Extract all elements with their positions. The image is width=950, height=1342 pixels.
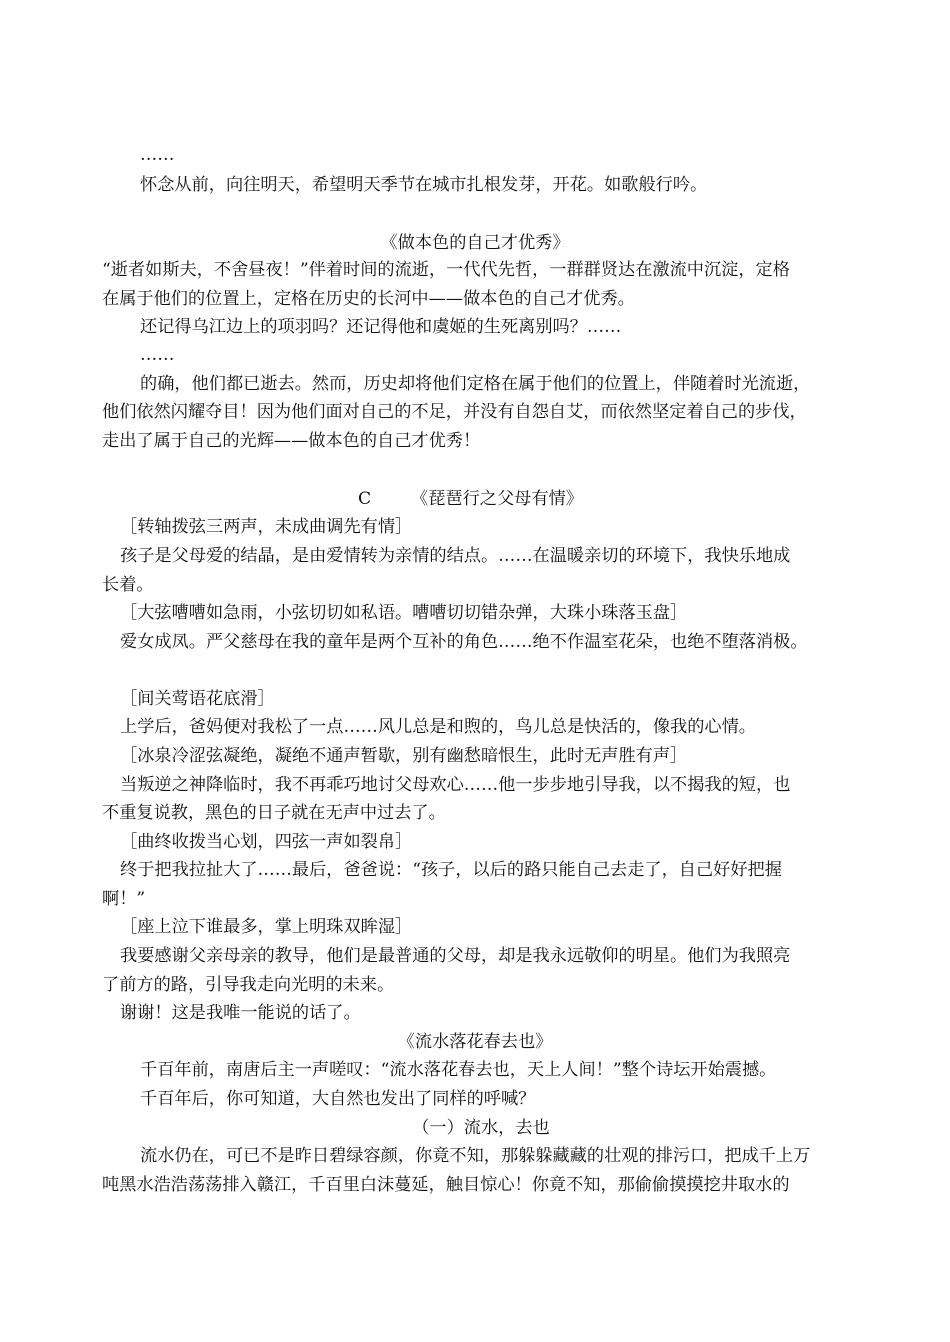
text-line: 我要感谢父亲母亲的教导，他们是最普通的父母，却是我永远敬仰的明星。他们为我照亮	[120, 946, 791, 966]
verse-line: ［曲终收拨当心划，四弦一声如裂帛］	[120, 832, 413, 852]
ellipsis-line: ……	[140, 145, 175, 165]
text-line: 当叛逆之神降临时，我不再乖巧地讨父母欢心……他一步步地引导我，以不揭我的短，也	[120, 775, 791, 795]
text-line: 终于把我拉扯大了……最后，爸爸说：“孩子，以后的路只能自己去走了，自己好好把握	[120, 860, 782, 880]
text-line: 了前方的路，引导我走向光明的未来。	[102, 975, 395, 995]
essay-title: 《流水落花春去也》	[397, 1032, 553, 1052]
text-line: 走出了属于自己的光辉——做本色的自己才优秀！	[102, 431, 481, 451]
text-line: 还记得乌江边上的项羽吗？还记得他和虞姬的生死离别吗？……	[140, 317, 622, 337]
text-line: 在属于他们的位置上，定格在历史的长河中——做本色的自己才优秀。	[102, 289, 635, 309]
subsection-heading: （一）流水，去也	[412, 1118, 550, 1138]
verse-line: ［间关莺语花底滑］	[120, 689, 275, 709]
text-line: 爱女成凤。严父慈母在我的童年是两个互补的角色……绝不作温室花朵，也绝不堕落消极。	[120, 632, 808, 652]
text-line: 的确，他们都已逝去。然而，历史却将他们定格在属于他们的位置上，伴随着时光流逝，	[140, 374, 811, 394]
text-line: 他们依然闪耀夺目！因为他们面对自己的不足，并没有自怨自艾，而依然坚定着自己的步伐，	[102, 402, 807, 422]
verse-line: ［冰泉冷涩弦凝绝，凝绝不通声暂歇，别有幽愁暗恨生，此时无声胜有声］	[120, 746, 688, 766]
essay-title: 《做本色的自己才优秀》	[380, 233, 570, 253]
text-line: 吨黑水浩浩荡荡排入赣江，千百里白沫蔓延，触目惊心！你竟不知，那偷偷摸摸挖井取水的	[102, 1175, 790, 1195]
text-line: 流水仍在，可已不是昨日碧绿容颜，你竟不知，那躲躲藏藏的壮观的排污口，把成千上万	[140, 1146, 811, 1166]
text-line: 千百年后，你可知道，大自然也发出了同样的呼喊？	[140, 1089, 536, 1109]
verse-line: ［大弦嘈嘈如急雨，小弦切切如私语。嘈嘈切切错杂弹，大珠小珠落玉盘］	[120, 603, 688, 623]
essay-title: 《琵琶行之父母有情》	[411, 489, 583, 509]
text-line: 孩子是父母爱的结晶，是由爱情转为亲情的结点。……在温暖亲切的环境下，我快乐地成	[120, 546, 791, 566]
text-line: 啊！”	[102, 889, 146, 909]
section-letter: C	[358, 489, 372, 509]
text-line: 上学后，爸妈便对我松了一点……风儿总是和煦的，鸟儿总是快活的，像我的心情。	[120, 717, 756, 737]
text-line: 长着。	[102, 575, 154, 595]
text-line: “逝者如斯夫，不舍昼夜！”伴着时间的流逝，一代代先哲，一群群贤达在激流中沉淀，定格	[102, 260, 790, 280]
verse-line: ［座上泣下谁最多，掌上明珠双眸湿］	[120, 917, 413, 937]
ellipsis-line: ……	[140, 345, 175, 365]
verse-line: ［转轴拨弦三两声，未成曲调先有情］	[120, 517, 413, 537]
text-line: 千百年前，南唐后主一声嗟叹：“流水落花春去也，天上人间！”整个诗坛开始震撼。	[140, 1060, 777, 1080]
text-line: 怀念从前，向往明天，希望明天季节在城市扎根发芽，开花。如歌般行吟。	[140, 175, 708, 195]
text-line: 谢谢！这是我唯一能说的话了。	[120, 1003, 361, 1023]
text-line: 不重复说教，黑色的日子就在无声中过去了。	[102, 803, 446, 823]
